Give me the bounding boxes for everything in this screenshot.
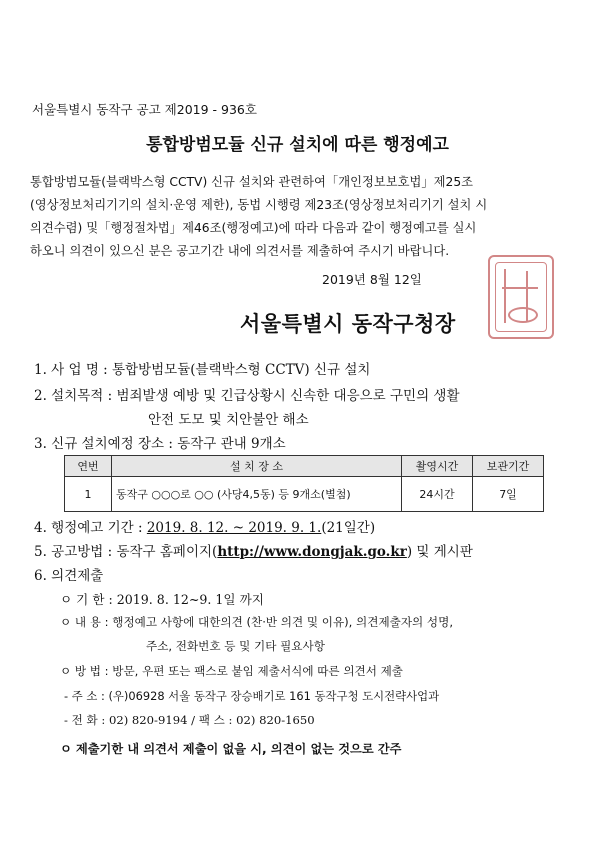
opinion-note: ㅇ 제출기한 내 의견서 제출이 없을 시, 의견이 없는 것으로 간주 [60, 742, 402, 756]
period-days: (21일간) [321, 520, 376, 536]
intro-line: 통합방범모듈(블랙박스형 CCTV) 신규 설치와 관련하여「개인정보보호법」제25조 [30, 175, 474, 189]
section-opinion: 6. 의견제출 [34, 568, 104, 584]
cell-hours: 24시간 [402, 477, 473, 512]
period-label: 4. 행정예고 기간 : [34, 520, 147, 536]
notice-number: 서울특별시 동작구 공고 제2019 - 936호 [32, 102, 257, 117]
header-hours: 촬영시간 [402, 456, 473, 477]
page-title: 통합방범모듈 신규 설치에 따른 행정예고 [146, 135, 449, 155]
official-seal-icon [488, 255, 554, 339]
cell-retention: 7일 [473, 477, 544, 512]
opinion-phone: - 전 화 : 02) 820-9194 / 팩 스 : 02) 820-1650 [64, 713, 315, 727]
section-purpose: 2. 설치목적 : 범죄발생 예방 및 긴급상황시 신속한 대응으로 구민의 생활 [34, 388, 460, 404]
opinion-address: - 주 소 : (우)06928 서울 동작구 장승배기로 161 동작구청 도시전략사업과 [64, 689, 440, 703]
location-table [64, 455, 544, 512]
intro-line: 하오니 의견이 있으신 분은 공고기간 내에 의견서를 제출하여 주시기 바랍니다. [30, 244, 450, 258]
opinion-method: ㅇ 방 법 : 방문, 우편 또는 팩스로 붙임 제출서식에 따른 의견서 제출 [60, 664, 404, 678]
section-project-name: 1. 사 업 명 : 통합방범모듈(블랙박스형 CCTV) 신규 설치 [34, 362, 371, 378]
section-purpose-cont: 안전 도모 및 치안불안 해소 [148, 412, 309, 428]
table-row [65, 477, 544, 512]
method-tail: ) 및 게시판 [406, 544, 473, 560]
intro-line: (영상정보처리기기의 설치·운영 제한), 동법 시행령 제23조(영상정보처리기기 설치 시 [30, 198, 488, 212]
header-place: 설 치 장 소 [112, 456, 402, 477]
table-header-row [65, 456, 544, 477]
notice-date: 2019년 8월 12일 [322, 272, 422, 287]
opinion-content: ㅇ 내 용 : 행정예고 사항에 대한의견 (찬·반 의견 및 이유), 의견제출자의 성명, [60, 615, 454, 629]
section-location: 3. 신규 설치예정 장소 : 동작구 관내 9개소 [34, 436, 286, 452]
cell-no: 1 [65, 477, 112, 512]
method-label: 5. 공고방법 : 동작구 홈페이지( [34, 544, 218, 560]
intro-line: 의견수렴) 및「행정절차법」제46조(행정예고)에 따라 다음과 같이 행정예고를 실시 [30, 221, 477, 235]
header-retention: 보관기간 [473, 456, 544, 477]
header-no: 연번 [65, 456, 112, 477]
section-period [34, 516, 375, 536]
opinion-period: ㅇ 기 한 : 2019. 8. 12~9. 1일 까지 [60, 592, 264, 607]
period-dates: 2019. 8. 12. ~ 2019. 9. 1. [146, 520, 322, 536]
homepage-link[interactable]: http://www.dongjak.go.kr [217, 544, 407, 560]
issuing-official: 서울특별시 동작구청장 [240, 312, 456, 336]
cell-place: 동작구 ○○○로 ○○ (사당4,5동) 등 9개소(별첨) [112, 477, 402, 512]
opinion-content-cont: 주소, 전화번호 등 및 기타 필요사항 [146, 639, 325, 653]
section-method [34, 540, 473, 560]
